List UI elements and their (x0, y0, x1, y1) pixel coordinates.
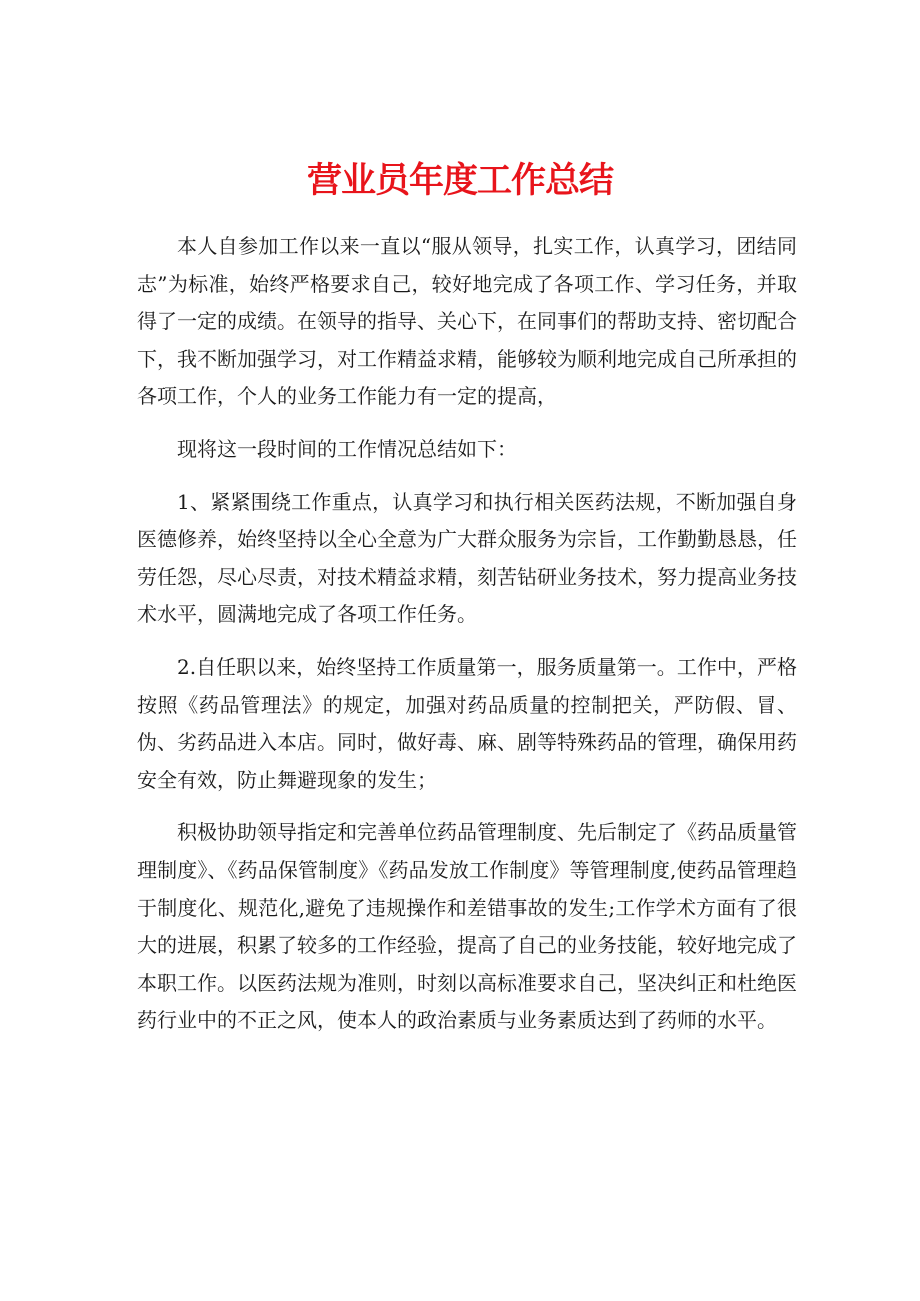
document-body (137, 228, 797, 1055)
paragraph-intro: 本人自参加工作以来一直以“服从领导，扎实工作，认真学习，团结同志”为标准，始终严格要求自己，较好地完成了各项工作、学习任务，并取得了一定的成绩。在领导的指导、关心下，在同事们的帮助支持、密切配合下，我不断加强学习，对工作精益求精，能够较为顺利地完成自己所承担的各项工作，个人的业务工作能力有一定的提高， (137, 234, 797, 409)
document-title: 营业员年度工作总结 (306, 161, 613, 202)
paragraph-point-2: 2.自任职以来，始终坚持工作质量第一，服务质量第一。工作中，严格按照《药品管理法》的规定，加强对药品质量的控制把关，严防假、冒、伪、劣药品进入本店。同时，做好毒、麻、剧等特殊药品的管理，确保用药安全有效，防止舞避现象的发生； (137, 654, 797, 792)
paragraph-summary-lead: 现将这一段时间的工作情况总结如下： (177, 436, 517, 461)
paragraph-management: 积极协助领导指定和完善单位药品管理制度、先后制定了《药品质量管理制度》、《药品保管制度》《药品发放工作制度》等管理制度,使药品管理趋于制度化、规范化,避免了违规操作和差错事故的发生;工作学术方面有了很大的进展，积累了较多的工作经验，提高了自己的业务技能，较好地完成了本职工作。以医药法规为准则，时刻以高标准要求自己，坚决纠正和杜绝医药行业中的不正之风，使本人的政治素质与业务素质达到了药师的水平。 (137, 820, 797, 1033)
paragraph-point-1: 1、紧紧围绕工作重点，认真学习和执行相关医药法规，不断加强自身医德修养，始终坚持以全心全意为广大群众服务为宗旨，工作勤勤恳恳，任劳任怨，尽心尽责，对技术精益求精，刻苦钻研业务技术，努力提高业务技术水平，圆满地完成了各项工作任务。 (137, 489, 797, 627)
